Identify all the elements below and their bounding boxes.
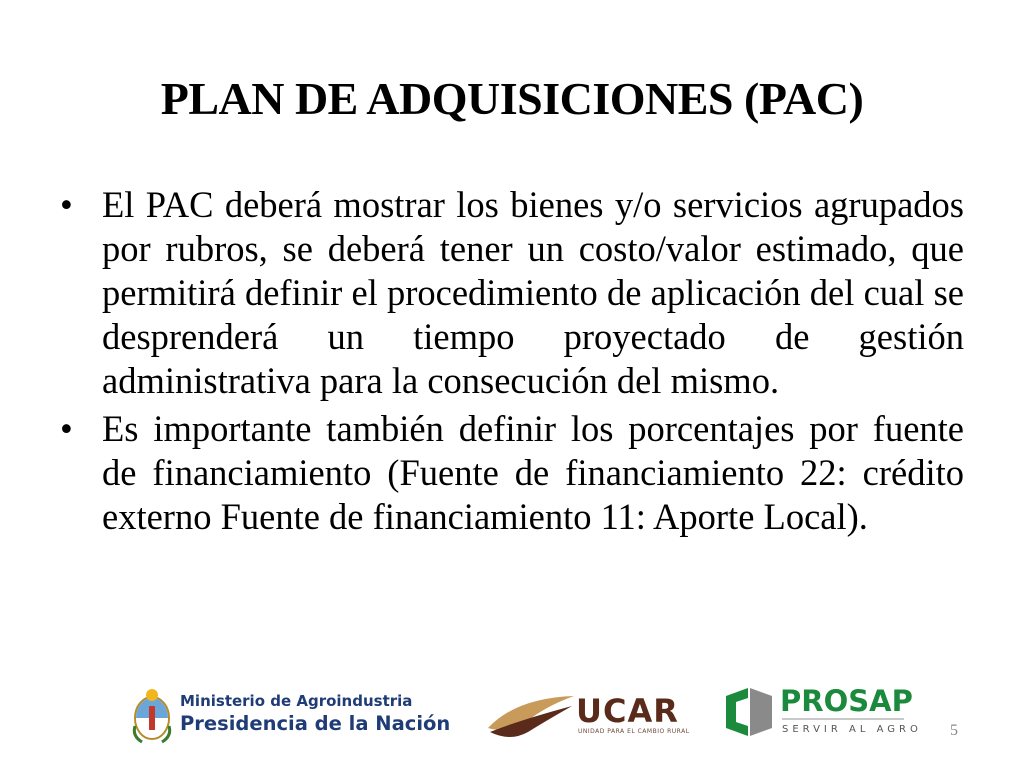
argentina-seal-icon: [130, 686, 174, 746]
prosap-name: PROSAP: [780, 684, 913, 718]
ministerio-text: [180, 690, 450, 736]
bullet-item: [60, 183, 964, 403]
ucar-tagline: UNIDAD PARA EL CAMBIO RURAL: [578, 728, 690, 735]
prosap-shield-icon: [724, 686, 774, 738]
bullet-text: Es importante también definir los porcentajes por fuente de financiamiento (Fuente de financiamiento 22: crédito externo Fuente de financiamiento 11: Aporte Local).: [102, 408, 964, 537]
ministerio-line: Ministerio de Agroindustria: [180, 692, 413, 710]
ministerio-logo: [130, 686, 460, 746]
bullet-list: [60, 183, 964, 543]
bullet-text: El PAC deberá mostrar los bienes y/o servicios agrupados por rubros, se deberá tener un costo/valor estimado, que permitirá definir el procedimiento de aplicación del cual se desprenderá un tiempo proyectado de gestión administrativa para la consecución del mismo.: [102, 184, 964, 401]
page-number: 5: [950, 722, 958, 739]
bullet-icon: •: [60, 184, 73, 225]
prosap-logo: [724, 684, 922, 740]
bullet-item: [60, 407, 964, 539]
slide-title: PLAN DE ADQUISICIONES (PAC): [160, 73, 864, 124]
bullet-icon: •: [60, 408, 73, 449]
presidencia-line: Presidencia de la Nación: [180, 712, 451, 735]
prosap-divider: [782, 718, 904, 720]
ucar-logo: [486, 688, 696, 744]
ucar-swoosh-icon: [486, 688, 578, 744]
prosap-tagline: SERVIR AL AGRO: [782, 724, 922, 735]
ucar-name: UCAR: [576, 692, 679, 730]
